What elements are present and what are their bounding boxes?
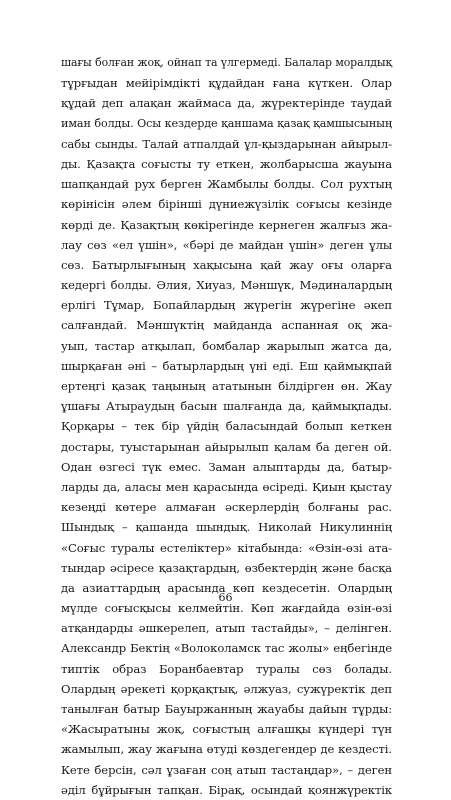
text-line-32: Олардың әрекеті қорқақтық, әлжуаз, сужүректік деп <box>61 681 393 696</box>
text-line-26: тындар әсіресе қазақтардың, өзбектердің және басқа <box>61 560 392 575</box>
text-line-33: танылған батыр Бауыржанның жауабы дайын тұрды: <box>61 702 393 716</box>
text-line-27: да азиаттардың арасында көп кездесетін. Олардың <box>61 580 393 595</box>
body-text <box>61 53 392 800</box>
text-line-16: шырқаған әні – батырлардың үні еді. Еш қаймықпай <box>61 358 392 373</box>
text-line-10: лау сөз «ел үшін», «бәрі де майдан үшін» деген ұлы <box>61 237 392 252</box>
text-line-19: Қорқары – тек бір үйдің баласындай болып кеткен <box>61 419 393 434</box>
text-line-8: көрінісін әлем бірінші дүниежүзілік соғысы кезінде <box>61 197 393 212</box>
text-line-29: атқандарды әшкерелеп, атып тастайды», – делінген. <box>61 621 392 636</box>
text-line-28: мүлде соғысқысы келмейтін. Көп жағдайда өзін-өзі <box>61 601 392 616</box>
text-line-9: көрді де. Қазақтың көкірегінде кернеген жалғыз жа- <box>61 217 392 232</box>
text-line-12: кедергі болды. Әлия, Хиуаз, Мәншүк, Мәдиналардың <box>61 278 393 293</box>
text-line-6: ды. Қазақта соғысты ту еткен, жолбарысша жауына <box>61 156 393 171</box>
text-line-20: достары, туыстарынан айырылып қалам ба деген ой. <box>61 439 392 454</box>
text-line-13: ерлігі Тұмар, Бопайлардың жүрегін жүрегіне әкеп <box>61 298 393 313</box>
text-line-25: «Соғыс туралы естеліктер» кітабында: «Өзін-өзі ата- <box>61 540 392 555</box>
text-line-18: ұшағы Атыраудың басын шалғанда да, қаймықпады. <box>61 399 392 414</box>
text-line-11: сөз. Батырлығының хақысына қай жау оғы оларға <box>61 257 392 272</box>
text-line-24: Шындық – қашанда шындық. Николай Никулиннің <box>61 520 393 535</box>
text-line-30: Александр Бектің «Волоколамск тас жолы» еңбегінде <box>61 641 392 656</box>
text-line-22: ларды да, аласы мен қарасында өсіреді. Қиын қыстау <box>61 479 393 494</box>
text-line-36: Кете берсін, сәл ұзаған соң атып тастаңдар», – деген <box>61 762 392 777</box>
text-line-3: құдай деп алақан жаймаса да, жүректерінде таудай <box>61 96 392 111</box>
text-line-14: салғандай. Мәншүктің майданда аспанная оқ жа- <box>61 318 393 333</box>
text-line-17: ертеңгі қазақ таңының ататынын білдірген өн. Жау <box>61 379 392 393</box>
text-line-5: сабы сынды. Талай атпалдай ұл-қыздарынан айырыл- <box>61 136 393 151</box>
text-line-31: типтік образ Боранбаевтар туралы сөз болады. <box>61 661 392 676</box>
text-line-2: тұрғыдан мейірімдікті құдайдан ғана күткен. Олар <box>61 76 392 91</box>
text-line-1: шағы болған жоқ, ойнап та үлгермеді. Балалар моралдық <box>61 56 392 69</box>
page-number: 66 <box>218 591 233 604</box>
text-line-7: шапқандай рух берген Жамбылы болды. Сол рухтың <box>61 177 392 192</box>
text-line-21: Одан өзгесі түк емес. Заман алыптарды да, батыр- <box>61 459 392 474</box>
text-line-23: кезеңді көтере алмаған әскерлердің болғаны рас. <box>61 500 393 515</box>
text-line-35: жамылып, жау жағына өтуді көздегендер де кездесті. <box>61 742 392 757</box>
text-line-4: иман болды. Осы кездерде қаншама қазақ қамшысының <box>61 116 392 130</box>
text-line-15: уып, тастар атқылап, бомбалар жарылып жатса да, <box>61 338 392 353</box>
text-line-34: «Жасыратыны жоқ, соғыстың алғашқы күндері түн <box>61 722 393 737</box>
text-line-37: әділ бұйрығын тапқан. Бірақ, осындай қоянжүректік <box>61 782 392 797</box>
